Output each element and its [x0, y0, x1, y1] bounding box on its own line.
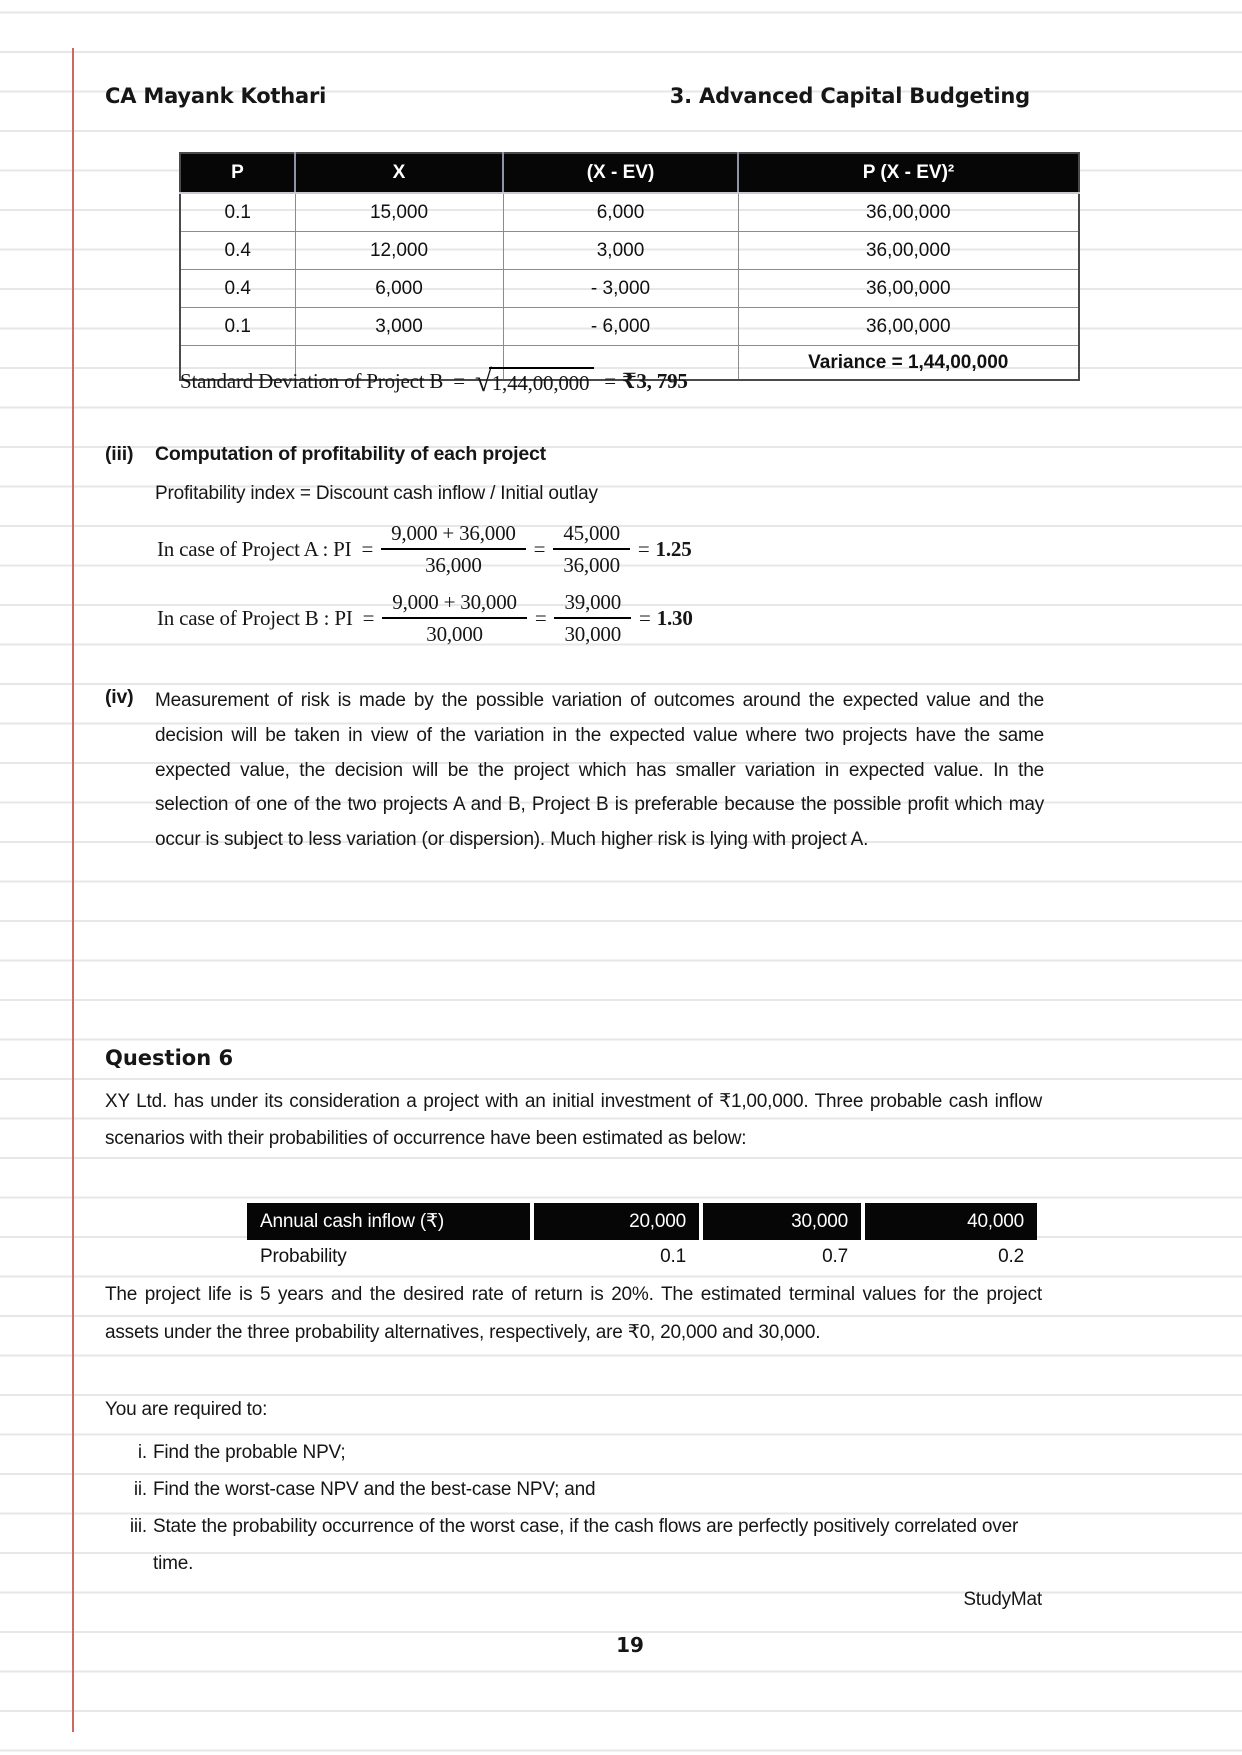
fraction-numerator: 45,000 — [553, 518, 630, 550]
cell: 0.1 — [180, 308, 295, 346]
equals-sign: = — [361, 536, 374, 561]
col-header-p: P — [180, 153, 295, 193]
item-marker: i. — [137, 1442, 147, 1463]
fraction — [554, 587, 631, 649]
equals-sign: = — [534, 605, 547, 630]
cell: 3,000 — [503, 232, 738, 270]
cash-inflow-label: Annual cash inflow (₹) — [247, 1203, 530, 1240]
formula-label: In case of Project A : PI — [157, 536, 352, 561]
table-row — [180, 270, 1079, 308]
cash-inflow-value: 20,000 — [530, 1203, 699, 1240]
cell: 12,000 — [295, 232, 503, 270]
radical-sign: √ — [474, 363, 492, 398]
page-header — [105, 84, 1030, 108]
item-text: Find the worst-case NPV and the best-case NPV; and — [153, 1479, 596, 1500]
std-deviation-line — [180, 363, 688, 398]
cell: 0.1 — [180, 193, 295, 232]
list-item — [105, 1471, 1045, 1508]
item-marker: ii. — [133, 1479, 147, 1500]
cell: - 3,000 — [503, 270, 738, 308]
cash-inflow-value: 30,000 — [699, 1203, 861, 1240]
section-iv-paragraph: Measurement of risk is made by the possible variation of outcomes around the expected value and the decision will be taken in view of the variation in the expected value where two projects have the same expected value, the decision will be the project which has smaller variation in expected value. In the selection of one of the two projects A and B, Project B is preferable because the possible profit which may occur is subject to less variation (or dispersion). Much higher risk is lying with project A. — [155, 690, 1044, 851]
item-text: State the probability occurrence of the worst case, if the cash flows are perfectly positively correlated over time. — [153, 1516, 1019, 1574]
col-header-x-ev: (X - EV) — [503, 153, 738, 193]
red-margin-line — [72, 48, 74, 1732]
pi-result-a: 1.25 — [655, 536, 692, 561]
variance-table — [179, 152, 1080, 381]
list-item — [105, 1434, 1045, 1471]
cell: 36,00,000 — [738, 270, 1079, 308]
probability-value: 0.1 — [660, 1245, 686, 1267]
pi-result-b: 1.30 — [656, 605, 693, 630]
cell: 36,00,000 — [738, 232, 1079, 270]
table-row — [180, 308, 1079, 346]
formula-label: In case of Project B : PI — [157, 605, 353, 630]
cell: 36,00,000 — [738, 308, 1079, 346]
table-row — [180, 193, 1079, 232]
probability-label: Probability — [260, 1245, 347, 1267]
cell: 15,000 — [295, 193, 503, 232]
equals-sign: = — [533, 536, 546, 561]
col-header-x: X — [295, 153, 503, 193]
question-6-continuation: The project life is 5 years and the desired rate of return is 20%. The estimated terminal values for the project assets under the three probability alternatives, respectively, are ₹0, 20,000 and 30,000. — [105, 1284, 1042, 1343]
table-row — [180, 232, 1079, 270]
fraction-denominator: 30,000 — [426, 622, 483, 646]
header-chapter-title: 3. Advanced Capital Budgeting — [669, 84, 1030, 108]
equals-sign: = — [637, 536, 650, 561]
probability-value: 0.2 — [998, 1245, 1024, 1267]
cell: 6,000 — [295, 270, 503, 308]
section-iv-marker: (iv) — [105, 686, 134, 708]
cash-inflow-table — [247, 1203, 1037, 1273]
variance-table-header-row — [180, 153, 1079, 193]
std-dev-result: ₹3, 795 — [621, 369, 688, 393]
fraction — [553, 518, 630, 580]
cell: 6,000 — [503, 193, 738, 232]
fraction-numerator: 9,000 + 36,000 — [381, 518, 526, 550]
fraction-denominator: 36,000 — [425, 553, 482, 577]
page-number: 19 — [616, 1633, 644, 1657]
header-author: CA Mayank Kothari — [105, 84, 327, 108]
section-iii-marker: (iii) — [105, 443, 134, 465]
question-6-title: Question 6 — [105, 1046, 234, 1070]
list-item — [105, 1508, 1045, 1582]
section-iii-heading: Computation of profitability of each project — [155, 443, 546, 465]
equals-sign: = — [639, 605, 651, 630]
equals-sign: = — [362, 605, 375, 630]
item-text: Find the probable NPV; — [153, 1442, 346, 1463]
fraction-numerator: 39,000 — [554, 587, 631, 619]
cell: 0.4 — [180, 270, 295, 308]
equals-sign: = — [453, 368, 465, 393]
pi-formula-project-a — [157, 518, 692, 580]
requirement-intro: You are required to: — [105, 1399, 268, 1420]
cell: 36,00,000 — [738, 193, 1079, 232]
radicand: 1,44,00,000 — [489, 367, 595, 396]
std-dev-label: Standard Deviation of Project B — [180, 368, 444, 393]
cell: 0.4 — [180, 232, 295, 270]
probability-value: 0.7 — [822, 1245, 848, 1267]
fraction-numerator: 9,000 + 30,000 — [382, 587, 527, 619]
pi-definition: Profitability index = Discount cash inflow / Initial outlay — [155, 483, 598, 504]
cell: 3,000 — [295, 308, 503, 346]
equals-sign: = — [604, 368, 616, 393]
cash-inflow-value: 40,000 — [861, 1203, 1037, 1240]
fraction-denominator: 30,000 — [564, 622, 622, 646]
col-header-p-x-ev-sq: P (X - EV)² — [738, 153, 1079, 193]
brand-studymat: StudyMat — [963, 1589, 1042, 1610]
fraction — [382, 587, 527, 649]
cash-table-header-row — [247, 1203, 1037, 1240]
fraction — [381, 518, 526, 580]
question-6-intro: XY Ltd. has under its consideration a project with an initial investment of ₹1,00,000. Three probable cash inflow scenarios with their probabilities of occurrence have been estimated as below: — [105, 1091, 1042, 1149]
item-marker: iii. — [129, 1516, 147, 1537]
fraction-denominator: 36,000 — [563, 553, 620, 577]
probability-row — [247, 1240, 1037, 1273]
requirements-list — [105, 1434, 1045, 1582]
variance-value: Variance = 1,44,00,000 — [738, 346, 1079, 381]
cell: - 6,000 — [503, 308, 738, 346]
pi-formula-project-b — [157, 587, 693, 649]
